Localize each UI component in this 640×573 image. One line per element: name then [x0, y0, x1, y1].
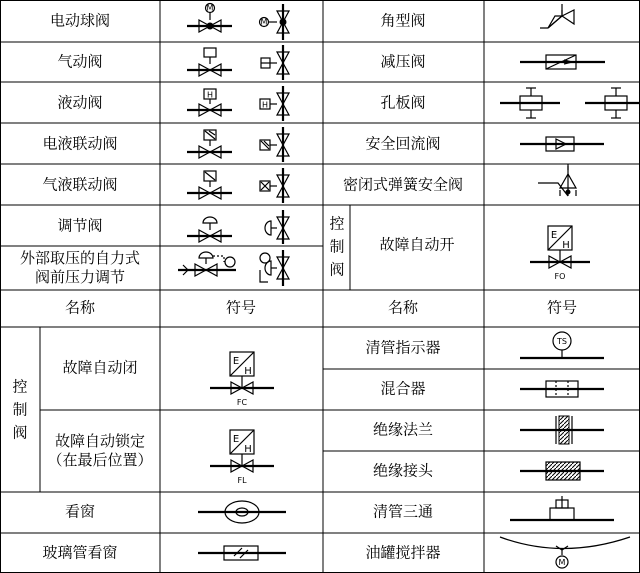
- fail-closed-symbol: [210, 352, 274, 407]
- label-sealed-spring-safety-valve: 密闭式弹簧安全阀: [342, 176, 464, 194]
- header-symbol-col-2: 符号: [546, 299, 578, 317]
- fail-open-symbol: [530, 226, 590, 281]
- label-electric-ball-valve: 电动球阀: [49, 12, 111, 30]
- svg-text:H: H: [261, 100, 269, 110]
- sealed-spring-safety-valve-symbol: [538, 164, 576, 196]
- tank-mixer-symbol: [500, 537, 630, 568]
- label-tank-mixer: 油罐搅拌器: [365, 544, 441, 562]
- regulating-valve-symbol: [187, 210, 289, 244]
- motor-glyph: M: [206, 3, 214, 13]
- fail-open-tag: FO: [554, 272, 566, 281]
- label-sight-glass: 看窗: [64, 503, 96, 521]
- label-fail-closed: 故障自动闭: [62, 359, 138, 377]
- svg-text:H: H: [244, 444, 252, 455]
- hydraulic-valve-symbol: [187, 86, 289, 121]
- label-mixer: 混合器: [380, 380, 426, 398]
- label-hydraulic-valve: 液动阀: [57, 94, 103, 112]
- svg-text:H: H: [562, 240, 570, 251]
- label-fail-open: 故障自动开: [379, 236, 455, 254]
- insulating-joint-symbol: [520, 462, 604, 480]
- label-glass-tube-sight-glass: 玻璃管看窗: [42, 544, 118, 562]
- svg-text:TS: TS: [557, 337, 567, 346]
- svg-text:H: H: [206, 90, 214, 100]
- svg-text:H: H: [244, 366, 252, 377]
- fail-locked-tag: FL: [237, 476, 247, 485]
- header-name-col-2: 名称: [387, 299, 419, 317]
- label-electro-hydraulic-valve: 电液联动阀: [42, 135, 118, 153]
- svg-text:M: M: [260, 17, 268, 27]
- label-pig-indicator: 清管指示器: [365, 339, 441, 357]
- label-angle-valve: 角型阀: [380, 12, 426, 30]
- svg-text:E: E: [550, 230, 558, 241]
- pneumo-hydraulic-valve-symbol: [187, 168, 289, 203]
- label-insulating-joint: 绝缘接头: [372, 462, 434, 480]
- label-orifice-valve: 孔板阀: [380, 94, 426, 112]
- svg-text:M: M: [558, 558, 566, 567]
- label-pig-tee: 清管三通: [372, 503, 434, 521]
- svg-text:E: E: [232, 434, 240, 445]
- electric-ball-valve-symbol: [187, 4, 289, 41]
- svg-text:E: E: [232, 356, 240, 367]
- label-safety-return-valve: 安全回流阀: [365, 135, 441, 153]
- fail-closed-tag: FC: [236, 398, 248, 407]
- header-name-col: 名称: [64, 299, 96, 317]
- label-pneumo-hydraulic-valve: 气液联动阀: [42, 176, 118, 194]
- fail-locked-symbol: [210, 430, 274, 485]
- pneumatic-valve-symbol: [187, 45, 289, 80]
- label-insulating-flange: 绝缘法兰: [372, 421, 434, 439]
- insulating-flange-symbol: [520, 416, 604, 444]
- label-pneumatic-valve: 气动阀: [57, 53, 103, 71]
- header-symbol-col: 符号: [225, 299, 257, 317]
- pressure-reducing-valve-symbol: [520, 55, 605, 69]
- mixer-symbol: [520, 381, 604, 397]
- label-self-regulating-valve: 外部取压的自力式阀前压力调节: [19, 250, 140, 286]
- pig-indicator-symbol: [520, 332, 604, 358]
- safety-return-valve-symbol: [520, 137, 604, 151]
- electro-hydraulic-valve-symbol: [187, 127, 289, 162]
- angle-valve-symbol: [540, 4, 574, 28]
- label-pressure-reducing-valve: 减压阀: [380, 53, 426, 71]
- label-fail-locked: 故障自动锁定（在最后位置）: [47, 433, 153, 469]
- self-regulating-valve-symbol: [178, 250, 289, 286]
- glass-tube-sight-glass-symbol: [198, 546, 286, 560]
- pig-tee-symbol: [510, 496, 614, 520]
- sight-glass-symbol: [198, 501, 286, 523]
- label-control-valve-lower: 控制阀: [12, 378, 28, 442]
- label-control-valve-upper: 控制阀: [329, 215, 345, 279]
- orifice-valve-symbol: [500, 88, 640, 118]
- label-regulating-valve: 调节阀: [57, 217, 103, 235]
